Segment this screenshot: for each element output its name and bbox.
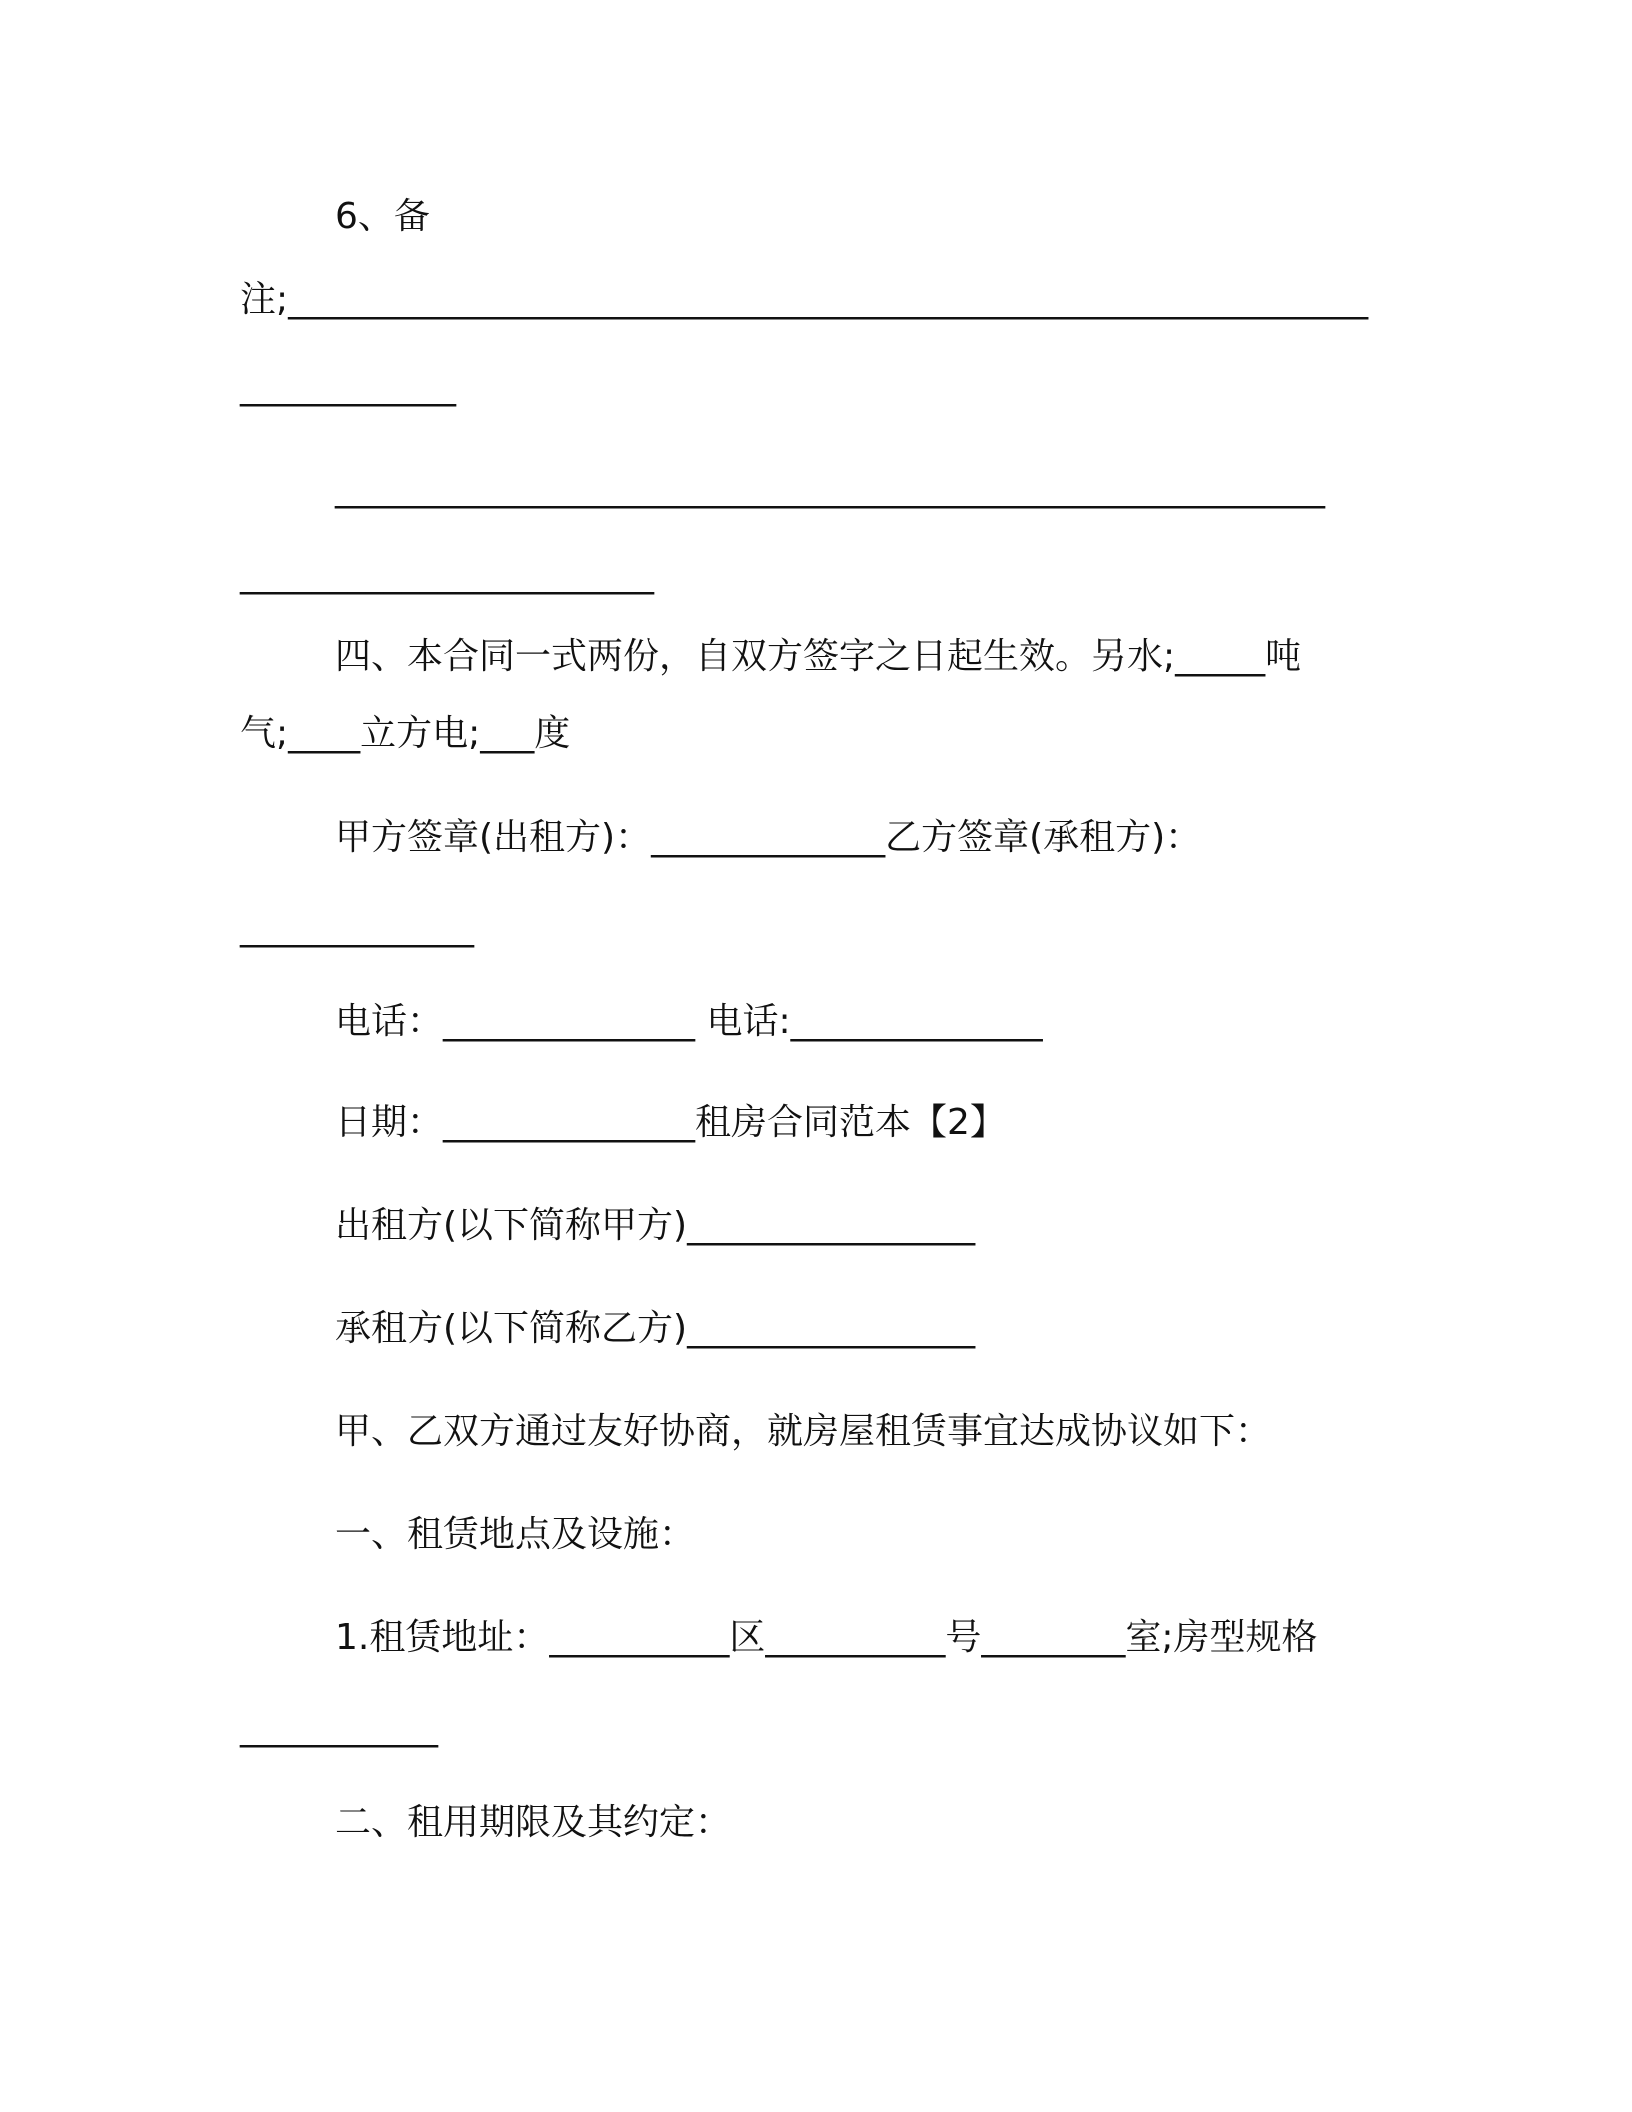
section-1-heading: 一、租赁地点及设施： [335, 1514, 696, 1555]
signature-blank: _____________ [240, 907, 474, 948]
lessee-line: 承租方(以下简称乙方)________________ [335, 1308, 976, 1349]
remarks-blank-line-3: _______________________________________________________ [335, 468, 1325, 509]
date-and-title-line: 日期：______________租房合同范本【2】 [335, 1102, 1006, 1143]
remarks-blank-line-2: ____________ [240, 366, 456, 407]
signature-line: 甲方签章(出租方)：_____________乙方签章(承租方)： [335, 817, 1202, 858]
clause-4-effective: 四、本合同一式两份，自双方签字之日起生效。另水;_____吨 [335, 636, 1302, 677]
remarks-blank-line-1: 注;____________________________________________________________ [240, 279, 1369, 320]
clause-4-utilities: 气;____立方电;___度 [240, 713, 571, 754]
agreement-intro: 甲、乙双方通过友好协商，就房屋租赁事宜达成协议如下： [335, 1411, 1272, 1452]
lessor-line: 出租方(以下简称甲方)________________ [335, 1205, 976, 1246]
room-type-blank: ___________ [240, 1707, 438, 1748]
section-2-heading: 二、租用期限及其约定： [335, 1802, 732, 1843]
phone-line: 电话：______________ 电话:______________ [335, 1001, 1043, 1042]
section-6-remarks-label: 6、备 [335, 196, 430, 237]
rental-address-line: 1.租赁地址：__________区__________号________室;房型规格 [335, 1617, 1318, 1658]
remarks-blank-line-4: _______________________ [240, 554, 654, 595]
